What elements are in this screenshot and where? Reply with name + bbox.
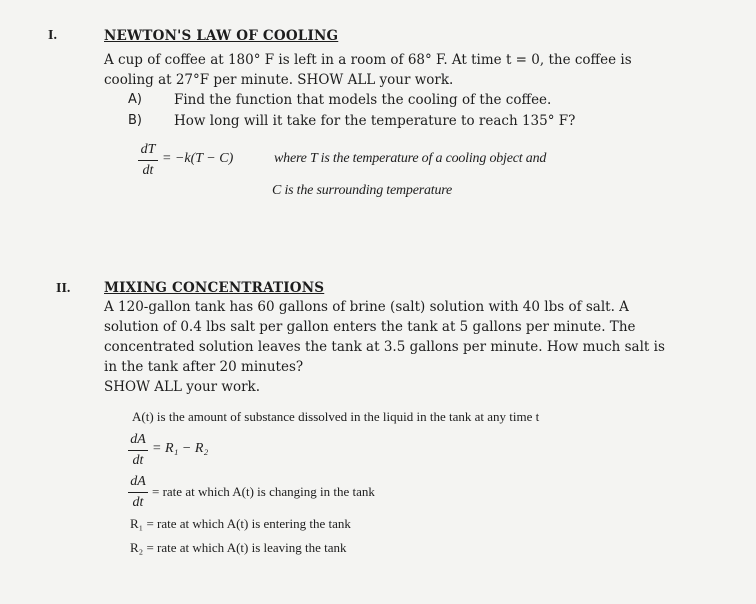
mixing-derivative-1-den: dt <box>132 453 144 468</box>
section-1-numeral: I. <box>48 28 57 43</box>
item-a-text: Find the function that models the cooling of the coffee. <box>174 92 552 108</box>
mixing-derivative-2 <box>128 474 148 511</box>
section-1-title: NEWTON'S LAW OF COOLING <box>104 28 339 44</box>
cooling-derivative <box>138 142 158 179</box>
section-2-line-1: A 120-gallon tank has 60 gallons of brine (salt) solution with 40 lbs of salt. A <box>104 299 629 315</box>
section-2-line-3: concentrated solution leaves the tank at 3.5 gallons per minute. How much salt is <box>104 339 665 355</box>
item-b-text: How long will it take for the temperature to reach 135° F? <box>174 113 576 129</box>
section-1-line-2: cooling at 27°F per minute. SHOW ALL your work. <box>104 72 454 88</box>
cooling-note-1: where T is the temperature of a cooling object and <box>274 151 547 166</box>
mixing-derivative-1-num: dA <box>130 432 146 447</box>
mixing-formula-1-rhs: = R₁ − R₂ <box>152 441 209 456</box>
fraction-bar <box>128 450 148 451</box>
r1-definition: R₁ = rate at which A(t) is entering the tank <box>130 516 351 531</box>
r2-definition: R₂ = rate at which A(t) is leaving the tank <box>130 540 347 555</box>
section-2-line-5: SHOW ALL your work. <box>104 379 261 395</box>
section-1-line-1: A cup of coffee at 180° F is left in a room of 68° F. At time t = 0, the coffee is <box>104 52 632 68</box>
mixing-formula-2-rhs: = rate at which A(t) is changing in the tank <box>152 484 375 499</box>
fraction-bar <box>138 160 158 161</box>
cooling-derivative-num: dT <box>140 142 156 157</box>
item-a-letter: A) <box>128 92 142 107</box>
cooling-note-2: C is the surrounding temperature <box>272 183 453 198</box>
mixing-derivative-1 <box>128 432 148 469</box>
amount-definition: A(t) is the amount of substance dissolved in the liquid in the tank at any time t <box>132 409 540 424</box>
section-2-line-2: solution of 0.4 lbs salt per gallon enters the tank at 5 gallons per minute. The <box>104 319 636 335</box>
fraction-bar <box>128 492 148 493</box>
section-2-numeral: II. <box>56 281 71 296</box>
mixing-derivative-2-num: dA <box>130 474 146 489</box>
mixing-derivative-2-den: dt <box>132 495 144 510</box>
section-2-line-4: in the tank after 20 minutes? <box>104 359 304 375</box>
cooling-derivative-den: dt <box>142 163 154 178</box>
cooling-formula-rhs: = −k(T − C) <box>162 151 234 166</box>
item-b-letter: B) <box>128 113 142 128</box>
section-2-title: MIXING CONCENTRATIONS <box>104 280 325 296</box>
